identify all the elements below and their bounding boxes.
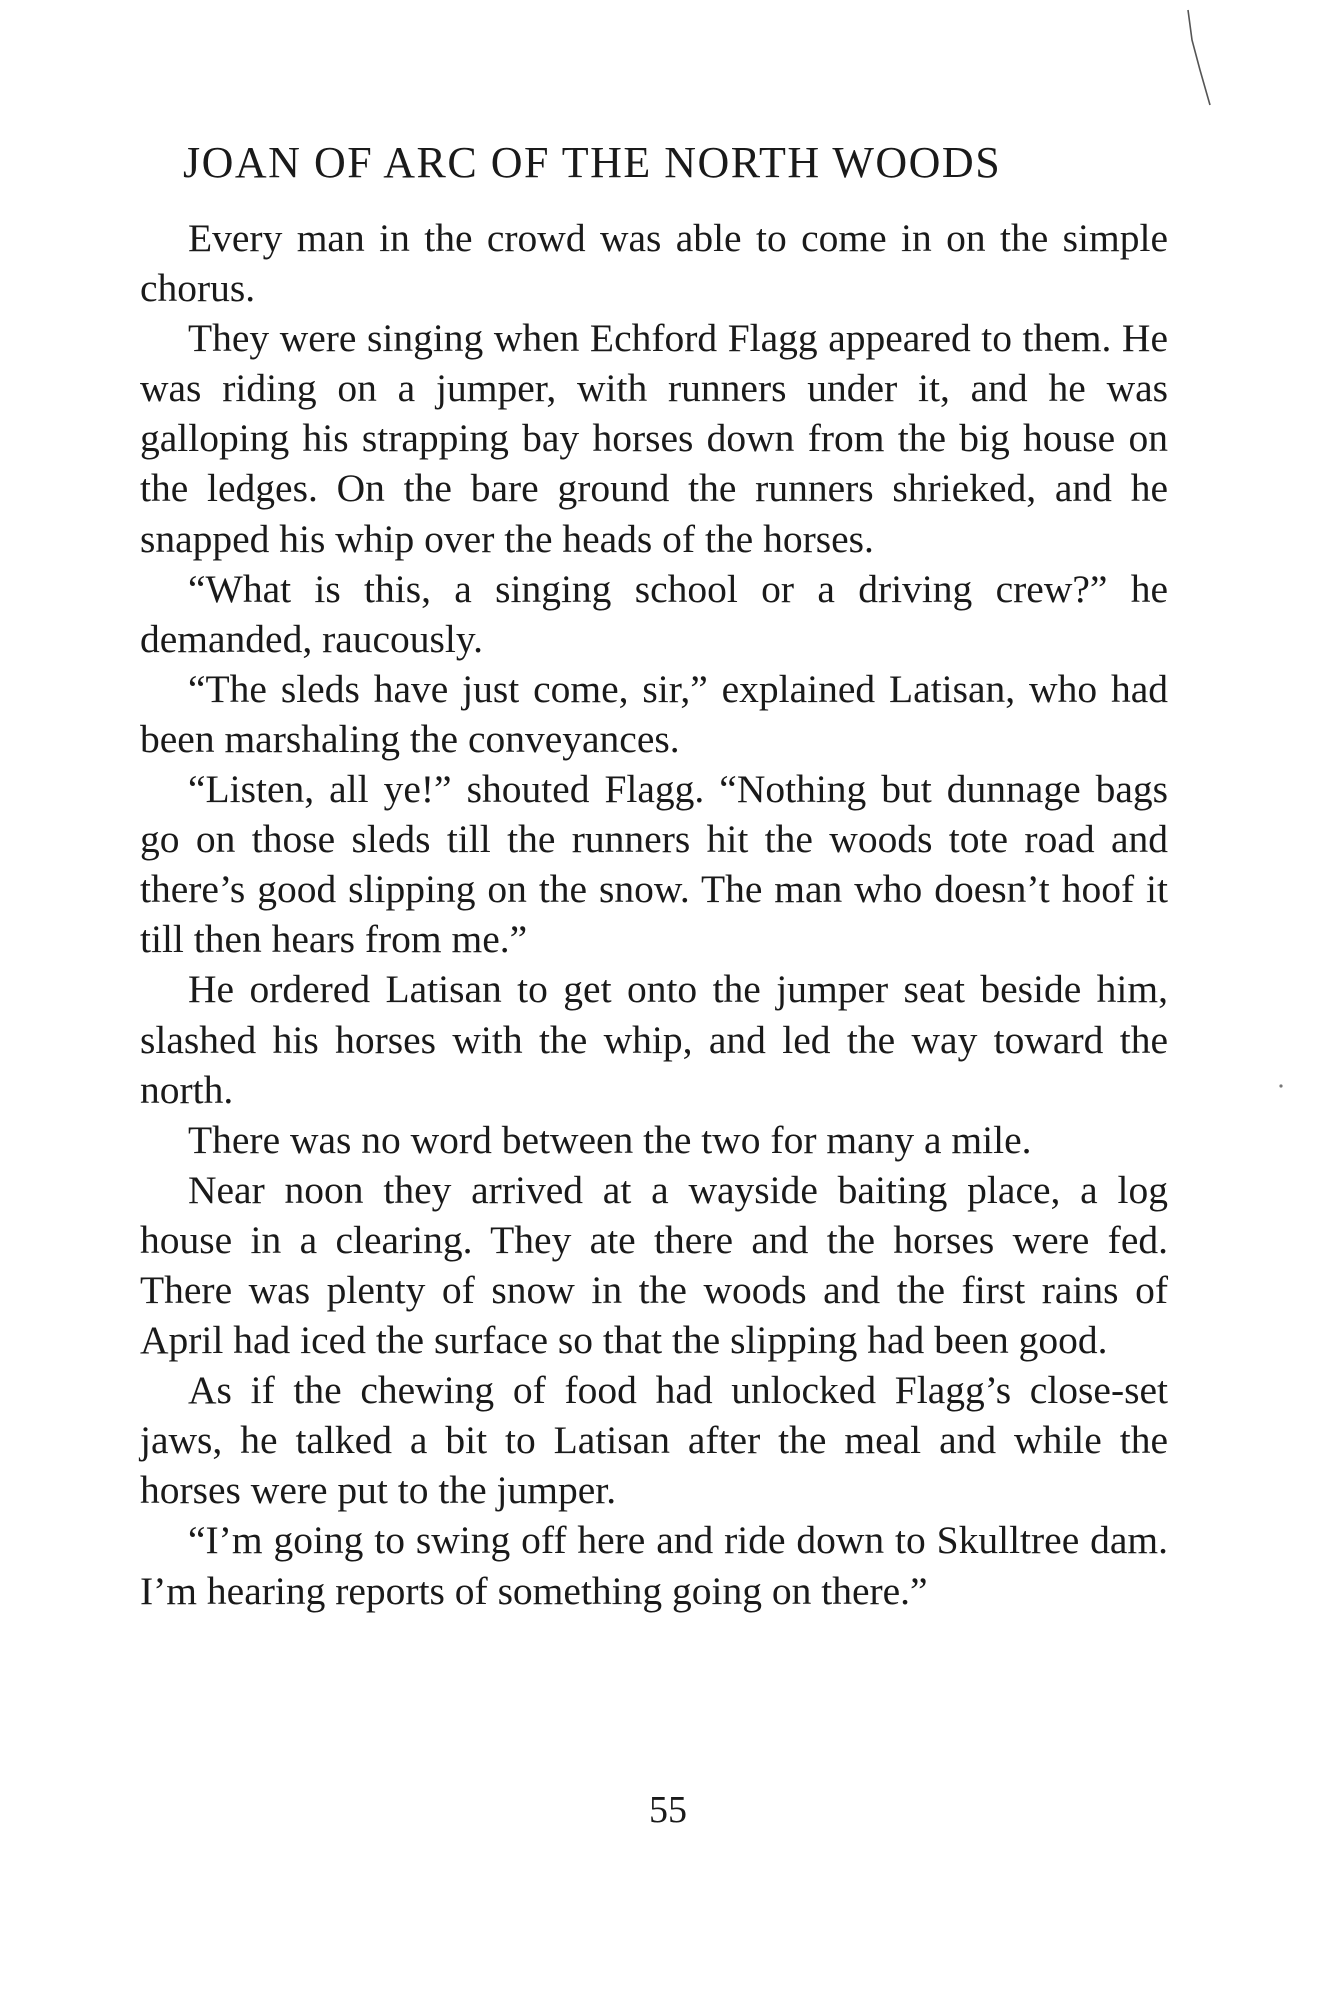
paragraph: He ordered Latisan to get onto the jumper seat beside him, slashed his horses with the whip, and led the way toward the north. [140,967,1168,1112]
scan-speck [1278,1083,1284,1089]
paragraph: “What is this, a singing school or a driving crew?” he demanded, raucously. [140,566,1168,661]
paragraph: As if the chewing of food had unlocked Flagg’s close-set jaws, he talked a bit to Latisan after the meal and while the horses were put to the jumper. [140,1368,1168,1513]
paragraph: Every man in the crowd was able to come in on the simple chorus. [140,216,1168,311]
paragraph: “Listen, all ye!” shouted Flagg. “Nothing but dunnage bags go on those sleds till the runners hit the woods tote road and there’s good slipping on the snow. The man who doesn’t hoof it till then hears from me.” [140,767,1168,962]
body-text [140,213,1168,1616]
paragraph: “I’m going to swing off here and ride down to Skulltree dam. I’m hearing reports of something going on there.” [140,1518,1168,1613]
paragraph: They were singing when Echford Flagg appeared to them. He was riding on a jumper, with runners under it, and he was galloping his strapping bay horses down from the big house on the ledges. On the bare ground the runners shrieked, and he snapped his whip over the heads of the horses. [140,316,1168,561]
paragraph: “The sleds have just come, sir,” explained Latisan, who had been marshaling the conveyances. [140,666,1168,761]
running-head: JOAN OF ARC OF THE NORTH WOODS [183,138,1002,187]
paragraph: There was no word between the two for many a mile. [188,1117,1032,1162]
scan-mark-top-right [1180,0,1240,120]
paragraph: Near noon they arrived at a wayside baiting place, a log house in a clearing. They ate there and the horses were fed. There was plenty of snow in the woods and the first rains of April had iced the surface so that the slipping had been good. [140,1167,1168,1363]
page-number: 55 [649,1789,687,1831]
